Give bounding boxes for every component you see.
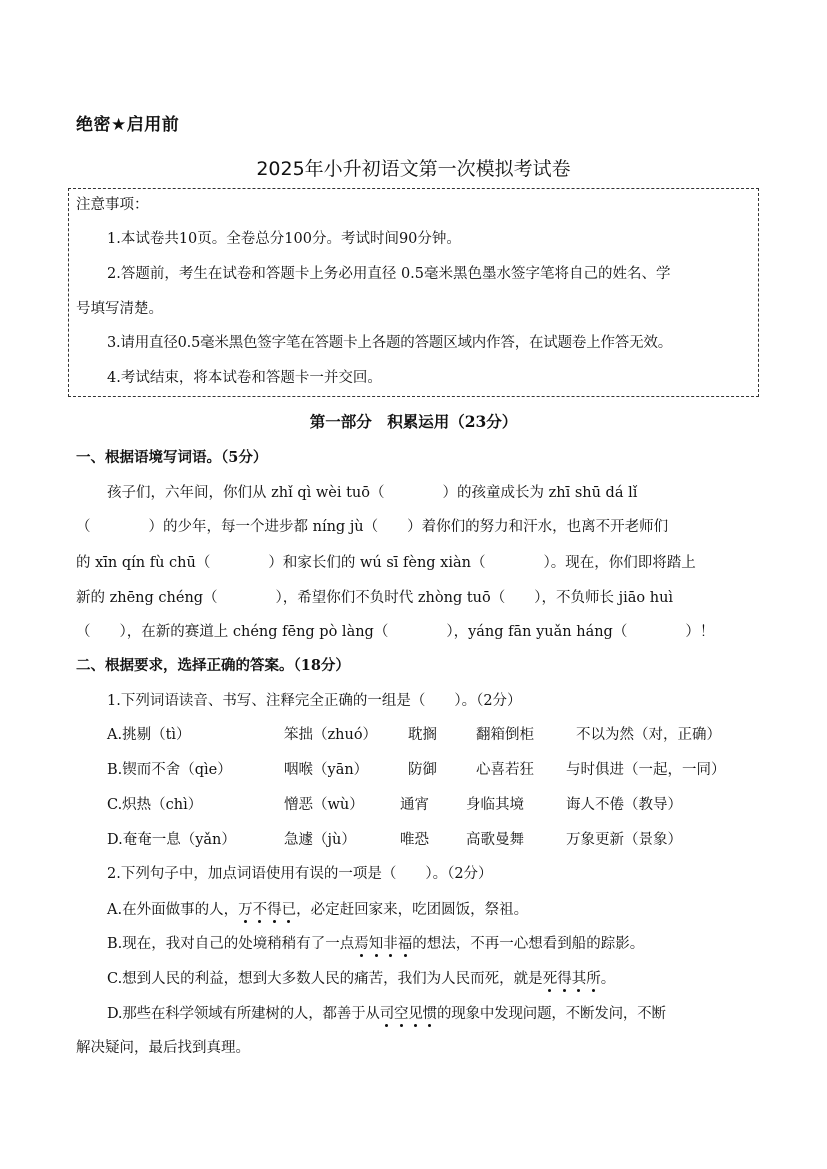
option-d-word-2: 急遽（jù） [284, 832, 356, 848]
emphasis-char: 得 [267, 902, 282, 918]
q2-c-text: C.想到人民的利益，想到大多数人民的痛苦，我们为人民而死，就是 [107, 971, 543, 987]
option-a-word-5: 不以为然（对，正确） [576, 727, 721, 743]
emphasis-char: 得 [557, 971, 572, 987]
q1-option-c [0, 798, 827, 818]
q2-stem: 2.下列句子中，加点词语使用有误的一项是（ ）。（2分） [107, 866, 493, 882]
part1-title: 第一部分 积累运用（23分） [309, 412, 518, 431]
emphasis-char: 死 [542, 971, 558, 987]
section1-line-2: （ ）的少年，每一个进步都 níng jù（ ）着你们的努力和汗水，也离不开老师们 [76, 519, 669, 535]
emphasis-char: 知 [368, 936, 384, 952]
option-b-word-4: 心喜若狂 [476, 762, 534, 778]
q2-d-text-end: 的现象中发现问题，不断发问，不断 [436, 1006, 666, 1022]
option-a-word-4: 翻箱倒柜 [476, 727, 534, 743]
exam-title: 2025年小升初语文第一次模拟考试卷 [256, 158, 571, 180]
q2-a-text-end: ，必定赶回家来，吃团圆饭，祭祖。 [296, 902, 529, 918]
emphasis-char: 见 [408, 1006, 423, 1022]
section2-heading: 二、根据要求，选择正确的答案。（18分） [76, 657, 350, 674]
section1-line-1: 孩子们，六年间，你们从 zhǐ qì wèi tuō（ ）的孩童成长为 zhī shū dá lǐ [107, 485, 638, 501]
q2-b-text-end: 的想法，不再一心想看到船的踪影。 [412, 936, 645, 952]
option-d-word-1: D.奄奄一息（yǎn） [107, 832, 236, 848]
confidential-label: 绝密★启用前 [76, 115, 180, 135]
option-a-word-2: 笨拙（zhuó） [284, 727, 378, 743]
notice-box [68, 188, 759, 397]
emphasis-char: 惯 [422, 1006, 437, 1022]
section1-line-4: 新的 zhēng chéng（ ），希望你们不负时代 zhòng tuō（ ），不负师长 jiāo huì [76, 590, 674, 606]
option-d-word-3: 唯恐 [400, 832, 429, 848]
q2-option-b [107, 937, 644, 952]
emphasis-char: 已 [281, 902, 297, 918]
emphasis-char: 焉 [354, 936, 369, 952]
emphasis-char: 司 [379, 1006, 395, 1022]
q2-c-text-end: 。 [600, 971, 616, 987]
q2-option-d [107, 1007, 666, 1022]
q2-a-text: A.在外面做事的人， [107, 902, 239, 918]
section1-line-5: （ ），在新的赛道上 chéng fēng pò làng（ ），yáng fān yuǎn háng（ ）！ [76, 624, 715, 640]
option-a-word-1: A.挑剔（tì） [107, 727, 191, 743]
q1-option-a [0, 728, 827, 748]
option-b-word-2: 咽喉（yān） [284, 762, 369, 778]
option-c-word-2: 憎恶（wù） [284, 797, 364, 813]
option-b-word-5: 与时俱进（一起，一同） [566, 762, 726, 778]
emphasis-char: 万 [238, 902, 253, 918]
q2-option-a [107, 903, 528, 918]
emphasis-char: 其 [571, 971, 587, 987]
q2-b-dotted-phrase [354, 936, 412, 952]
notice-heading: 注意事项： [76, 197, 149, 213]
emphasis-char: 空 [394, 1006, 409, 1022]
emphasis-char: 不 [252, 902, 268, 918]
option-d-word-5: 万象更新（景象） [566, 832, 682, 848]
q2-c-dotted-phrase [543, 971, 601, 987]
option-c-word-3: 通宵 [400, 797, 429, 813]
emphasis-char: 非 [383, 936, 398, 952]
q2-b-text: B.现在，我对自己的处境稍稍有了一点 [107, 936, 355, 952]
option-b-word-3: 防御 [408, 762, 437, 778]
q2-a-dotted-phrase [238, 902, 296, 918]
option-d-word-4: 高歌曼舞 [466, 832, 524, 848]
option-c-word-4: 身临其境 [466, 797, 524, 813]
section1-heading: 一、根据语境写词语。（5分） [76, 449, 268, 466]
notice-item-4: 4.考试结束，将本试卷和答题卡一并交回。 [107, 370, 382, 386]
notice-item-2: 2.答题前，考生在试卷和答题卡上务必用直径 0.5毫米黑色墨水签字笔将自己的姓名、学 [107, 266, 671, 282]
q2-option-c [107, 972, 615, 987]
emphasis-char: 所 [586, 971, 601, 987]
option-a-word-3: 耽搁 [408, 727, 437, 743]
q1-stem: 1.下列词语读音、书写、注释完全正确的一组是（ ）。（2分） [107, 693, 522, 709]
option-c-word-1: C.炽热（chì） [107, 797, 203, 813]
q2-d-dotted-phrase [380, 1006, 437, 1022]
option-c-word-5: 诲人不倦（教导） [566, 797, 682, 813]
q2-d-text: D.那些在科学领域有所建树的人，都善于从 [107, 1006, 380, 1022]
q2-option-d-cont: 解决疑问，最后找到真理。 [76, 1040, 250, 1056]
notice-item-2-cont: 号填写清楚。 [76, 301, 163, 317]
section1-line-3: 的 xīn qín fù chū（ ）和家长们的 wú sī fèng xiàn（ ）。现在，你们即将踏上 [76, 555, 696, 571]
q1-option-b [0, 763, 827, 783]
option-b-word-1: B.锲而不舍（qìe） [107, 762, 232, 778]
notice-item-1: 1.本试卷共10页。全卷总分100分。考试时间90分钟。 [107, 231, 461, 247]
notice-item-3: 3.请用直径0.5毫米黑色签字笔在答题卡上各题的答题区域内作答，在试题卷上作答无效。 [107, 335, 672, 351]
q1-option-d [0, 833, 827, 853]
emphasis-char: 福 [397, 936, 413, 952]
